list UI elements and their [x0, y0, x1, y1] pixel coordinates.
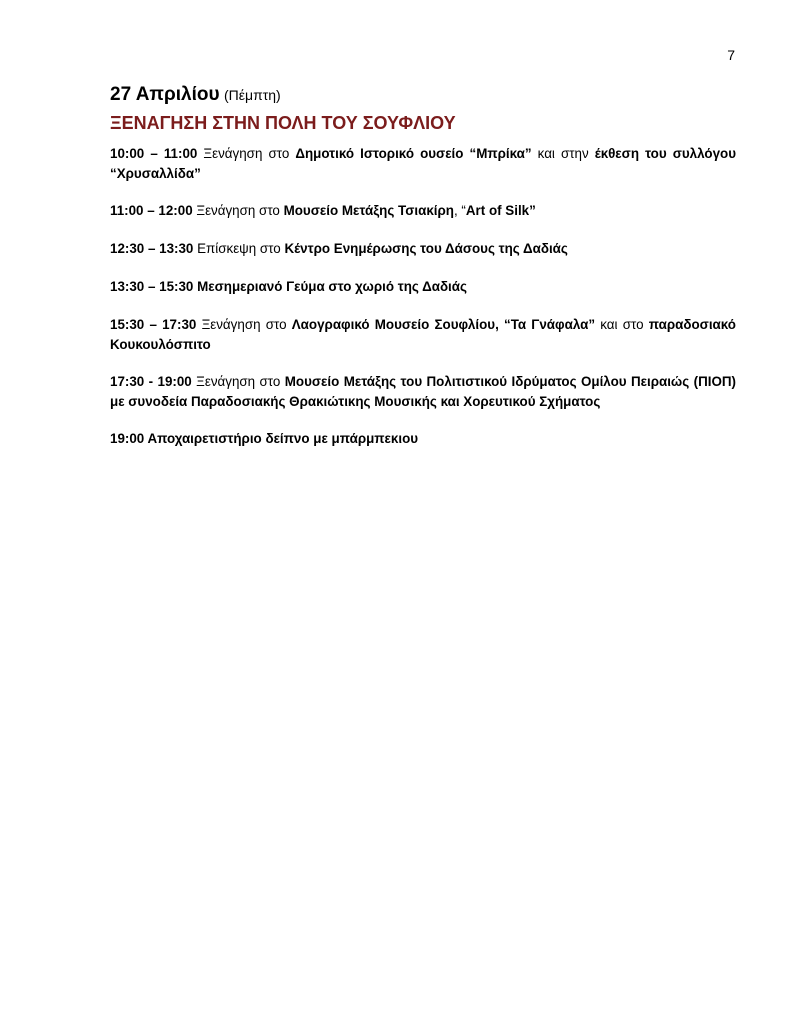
entry-venue: Αποχαιρετιστήριο δείπνο με μπάρμπεκιου	[144, 431, 419, 446]
entry-venue: Μουσείο Μετάξης του Πολιτιστικού Ιδρύματος Ομίλου Πειραιώς (ΠΙΟΠ) με συνοδεία Παραδοσιακής Θρακιώτικης Μουσικής και Χορευτικού Σχήματος	[110, 374, 737, 409]
entry-text: , “	[453, 203, 466, 218]
entry-venue: έκθεση του συλλόγου “Χρυσαλλίδα”	[110, 146, 737, 181]
schedule-entry	[110, 372, 736, 412]
schedule-entry	[110, 277, 736, 297]
entry-time: 13:30 – 15:30	[110, 279, 194, 294]
entry-text: Ξενάγηση στο	[196, 317, 292, 332]
date-heading	[110, 84, 736, 107]
section-title: ΞΕΝΑΓΗΣΗ ΣΤΗΝ ΠΟΛΗ ΤΟΥ ΣΟΥΦΛΙΟΥ	[110, 113, 456, 133]
entry-text: και στην	[531, 146, 595, 161]
entry-venue: παραδοσιακό Κουκουλόσπιτο	[110, 317, 736, 352]
entry-venue: Λαογραφικό Μουσείο Σουφλίου, “Τα Γνάφαλα”	[291, 317, 596, 332]
entry-venue: Μουσείο Μετάξης Τσιακίρη	[283, 203, 454, 218]
entry-text: Επίσκεψη στο	[193, 241, 285, 256]
schedule-entry	[110, 144, 736, 184]
schedule-entry	[110, 429, 736, 449]
schedule-entry	[110, 315, 736, 355]
entry-text: Ξενάγηση στο	[191, 374, 285, 389]
schedule-list	[110, 144, 736, 449]
entry-time: 12:30 – 13:30	[110, 241, 194, 256]
entry-venue: Κέντρο Ενημέρωσης του Δάσους της Δαδιάς	[284, 241, 568, 256]
entry-time: 11:00 – 12:00	[110, 203, 193, 218]
date: 27 Απριλίου	[110, 84, 220, 105]
weekday: (Πέμπτη)	[223, 87, 281, 103]
entry-text: Ξενάγηση στο	[197, 146, 296, 161]
entry-text: και στο	[595, 317, 649, 332]
entry-time: 19:00	[110, 431, 145, 446]
entry-venue: Δημοτικό Ιστορικό ουσείο “Μπρίκα”	[295, 146, 532, 161]
entry-venue: Art of Silk”	[465, 203, 536, 218]
page-number: 7	[727, 47, 735, 63]
schedule-entry	[110, 239, 736, 259]
document-content	[110, 84, 736, 467]
entry-venue: Μεσημεριανό Γεύμα στο χωριό της Δαδιάς	[193, 279, 467, 294]
entry-time: 17:30 - 19:00	[110, 374, 192, 389]
entry-text: Ξενάγηση στο	[192, 203, 284, 218]
entry-time: 10:00 – 11:00	[110, 146, 198, 161]
entry-time: 15:30 – 17:30	[110, 317, 197, 332]
schedule-entry	[110, 201, 736, 221]
